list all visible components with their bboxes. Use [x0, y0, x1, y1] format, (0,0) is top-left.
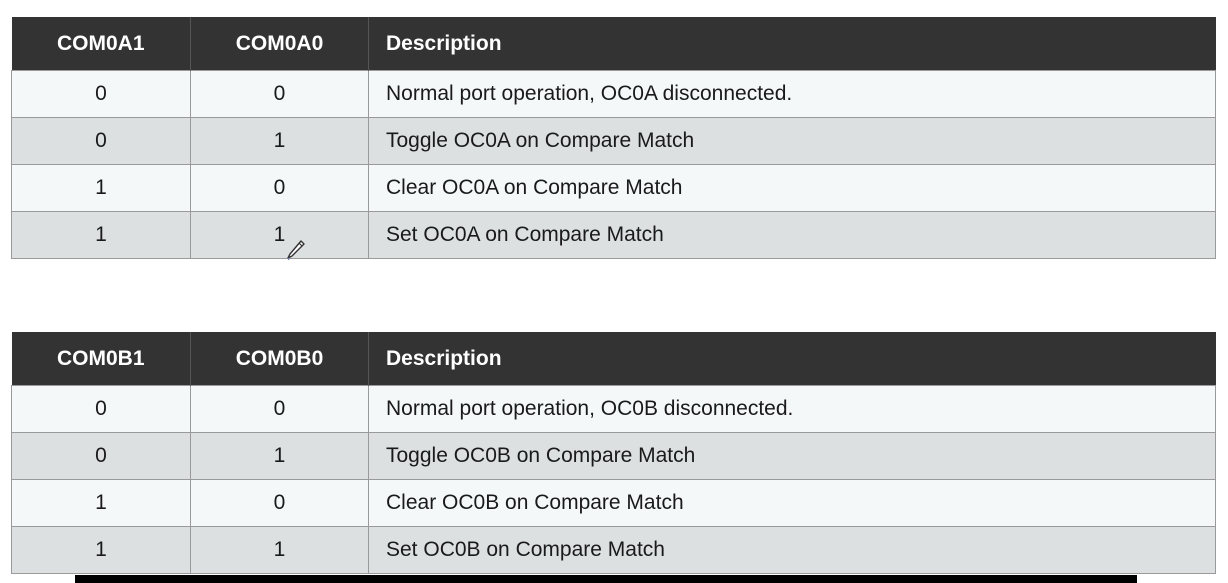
cell-com0a0: 1 — [191, 212, 369, 259]
cell-com0b0: 1 — [191, 527, 369, 574]
header-com0b1: COM0B1 — [12, 332, 191, 386]
cell-description: Clear OC0A on Compare Match — [369, 165, 1216, 212]
cell-com0a1: 0 — [12, 71, 191, 118]
cell-description: Normal port operation, OC0A disconnected. — [369, 71, 1216, 118]
cell-com0b1: 1 — [12, 480, 191, 527]
header-com0a0: COM0A0 — [191, 17, 369, 71]
cell-com0a1: 0 — [12, 118, 191, 165]
cell-description: Normal port operation, OC0B disconnected. — [369, 386, 1216, 433]
header-com0a1: COM0A1 — [12, 17, 191, 71]
table-row — [12, 386, 1216, 433]
cell-com0a0: 1 — [191, 118, 369, 165]
table-row — [12, 527, 1216, 574]
header-description: Description — [369, 332, 1216, 386]
header-description: Description — [369, 17, 1216, 71]
cell-com0b0: 0 — [191, 480, 369, 527]
table-row — [12, 433, 1216, 480]
cell-com0a0: 0 — [191, 71, 369, 118]
table-row — [12, 212, 1216, 259]
cell-description: Set OC0B on Compare Match — [369, 527, 1216, 574]
com0b-mode-table — [11, 332, 1216, 574]
cell-description: Toggle OC0A on Compare Match — [369, 118, 1216, 165]
table-row — [12, 118, 1216, 165]
table-row — [12, 165, 1216, 212]
header-com0b0: COM0B0 — [191, 332, 369, 386]
cell-com0b0: 1 — [191, 433, 369, 480]
pencil-cursor-icon — [286, 239, 306, 261]
caption-bar — [75, 575, 1137, 583]
table-row — [12, 480, 1216, 527]
cell-com0b1: 0 — [12, 386, 191, 433]
com0a-mode-table — [11, 17, 1216, 259]
table-header-row — [12, 332, 1216, 386]
cell-com0b0: 0 — [191, 386, 369, 433]
table-row — [12, 71, 1216, 118]
cell-description: Clear OC0B on Compare Match — [369, 480, 1216, 527]
cell-com0a0: 0 — [191, 165, 369, 212]
cell-com0b1: 1 — [12, 527, 191, 574]
cell-description: Toggle OC0B on Compare Match — [369, 433, 1216, 480]
cell-com0a1: 1 — [12, 165, 191, 212]
table-header-row — [12, 17, 1216, 71]
cell-description: Set OC0A on Compare Match — [369, 212, 1216, 259]
cell-com0b1: 0 — [12, 433, 191, 480]
cell-com0a1: 1 — [12, 212, 191, 259]
